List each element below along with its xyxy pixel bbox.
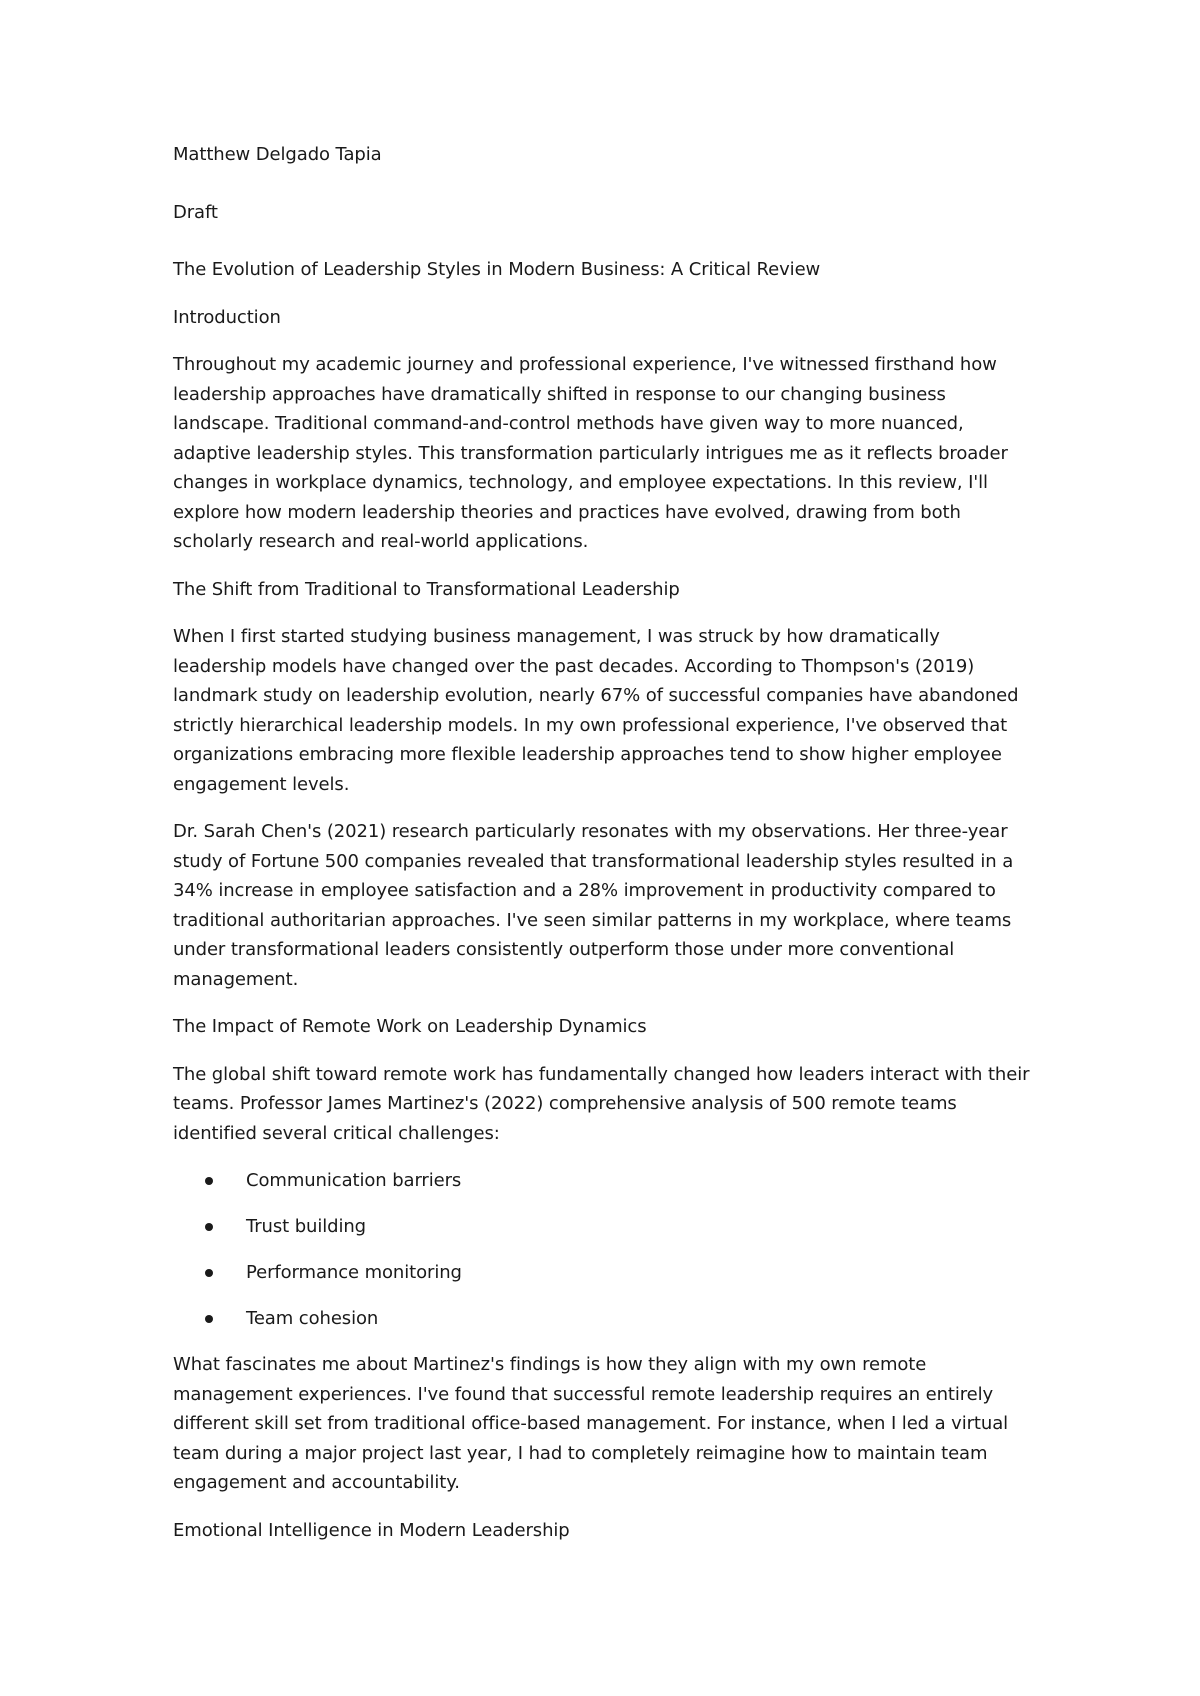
challenges-list [173, 1166, 1030, 1334]
bullet-icon [205, 1223, 213, 1231]
list-item [173, 1212, 1030, 1242]
paragraph-introduction: Throughout my academic journey and professional experience, I've witnessed firsthand how leadership approaches have dramatically shifted in response to our changing business landscape. Traditional command-and-control methods have given way to more nuanced, adaptive leadership styles. This transformation particularly intrigues me as it reflects broader changes in workplace dynamics, technology, and employee expectations. In this review, I'll explore how modern leadership theories and practices have evolved, drawing from both scholarly research and real-world applications. [173, 354, 1008, 552]
section-heading-shift: The Shift from Traditional to Transformational Leadership [173, 578, 680, 600]
section-heading-emotional-intelligence: Emotional Intelligence in Modern Leadership [173, 1519, 570, 1541]
paragraph-remote-work-reflection: What fascinates me about Martinez's findings is how they align with my own remote management experiences. I've found that successful remote leadership requires an entirely different skill set from traditional office-based management. For instance, when I led a virtual team during a major project last year, I had to completely reimagine how to maintain team engagement and accountability. [173, 1354, 1009, 1493]
list-item [173, 1166, 1030, 1196]
paragraph-shift-2: Dr. Sarah Chen's (2021) research particularly resonates with my observations. Her three-year study of Fortune 500 companies revealed that transformational leadership styles resulted in a 34% increase in employee satisfaction and a 28% improvement in productivity compared to traditional authoritarian approaches. I've seen similar patterns in my workplace, where teams under transformational leaders consistently outperform those under more conventional management. [173, 821, 1014, 990]
bullet-icon [205, 1177, 213, 1185]
document-title: The Evolution of Leadership Styles in Modern Business: A Critical Review [173, 259, 821, 280]
bullet-icon [205, 1315, 213, 1323]
list-item-label: Trust building [246, 1216, 367, 1237]
list-item [173, 1304, 1030, 1334]
list-item-label: Team cohesion [246, 1308, 379, 1329]
bullet-icon [205, 1269, 213, 1277]
author-name: Matthew Delgado Tapia [173, 144, 382, 165]
section-heading-introduction: Introduction [173, 306, 281, 328]
list-item [173, 1258, 1030, 1288]
list-item-label: Performance monitoring [246, 1262, 462, 1283]
paragraph-remote-work-intro: The global shift toward remote work has fundamentally changed how leaders interact with their teams. Professor James Martinez's (2022) comprehensive analysis of 500 remote teams identified several critical challenges: [173, 1063, 1030, 1144]
paragraph-shift-1: When I first started studying business management, I was struck by how dramatically leadership models have changed over the past decades. According to Thompson's (2019) landmark study on leadership evolution, nearly 67% of successful companies have abandoned strictly hierarchical leadership models. In my own professional experience, I've observed that organizations embracing more flexible leadership approaches tend to show higher employee engagement levels. [173, 626, 1019, 795]
draft-label: Draft [173, 201, 218, 223]
list-item-label: Communication barriers [246, 1170, 462, 1191]
section-heading-remote-work: The Impact of Remote Work on Leadership Dynamics [173, 1016, 647, 1037]
